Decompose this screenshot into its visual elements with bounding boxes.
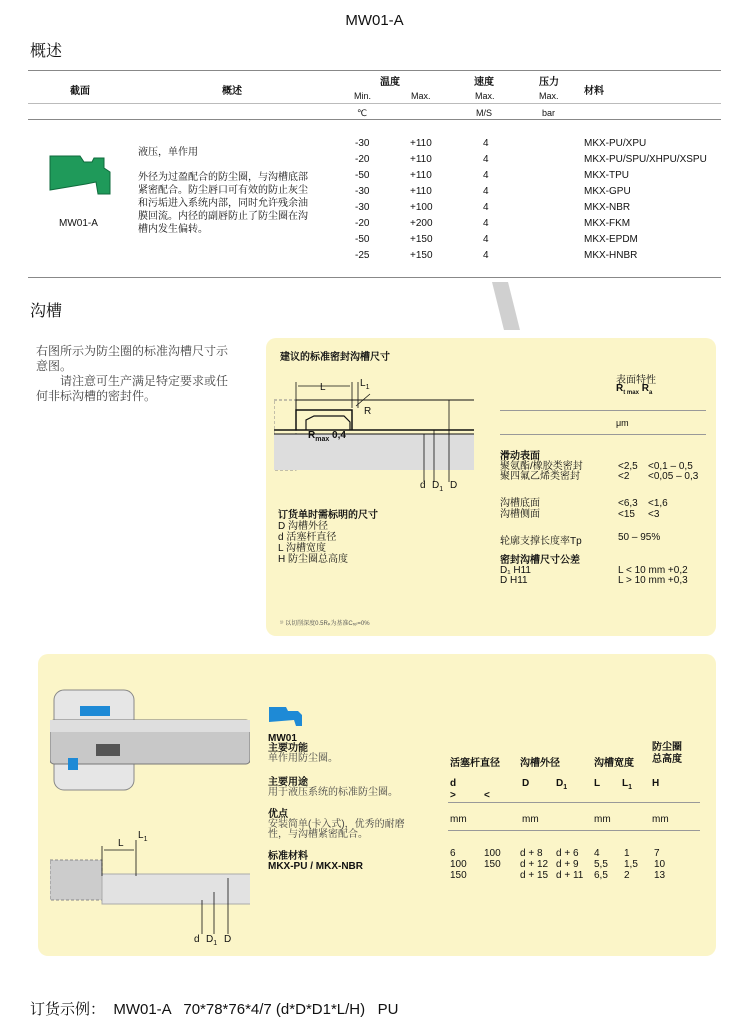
sym-H: H [652, 778, 660, 789]
unit-mm-2: mm [522, 814, 539, 825]
col-material: MKX-PU/XPU MKX-PU/SPU/XHPU/XSPU MKX-TPU MKX-GPU MKX-NBR MKX-FKM MKX-EPDM MKX-HNBR [584, 138, 707, 261]
mw01-profile-icon [268, 704, 304, 728]
col-temp-max: +110 +110 +110 +110 +100 +200 +150 +150 [410, 138, 433, 261]
tp-value: 50 – 95% [618, 532, 661, 543]
divider [448, 830, 700, 831]
section-overview-heading: 概述 [30, 43, 63, 60]
drawing-label-L: L [320, 382, 326, 393]
desc-line: 和污垢进入系统内部，同时允许残余油 [138, 198, 308, 209]
drawing-label-R: R [364, 406, 372, 417]
groove-drawing [274, 372, 474, 502]
subheader-pressure-max: Max. [539, 91, 559, 101]
product-info: MW01 主要功能 单作用防尘圈。 主要用途 用于液压系统的标准防尘圈。 优点 安装简单(卡入式)，优秀的耐磨 性，与沟槽紧密配合。 标准材料 MKX-PU / MKX-NBR [268, 733, 405, 872]
col-D1: d + 6 d + 9 d + 11 [556, 848, 584, 881]
dim-label-L1: $L_1$ [138, 830, 148, 843]
col-L: 4 5,5 6,5 [594, 848, 608, 881]
static-surface-labels: 沟槽底面 沟槽侧面 [500, 498, 540, 520]
col-header-groove-od: 沟槽外径 [520, 758, 560, 769]
tolerance-block: 密封沟槽尺寸公差 D₁ H11 D H11 [500, 555, 580, 586]
dim-label-D1: $D_1$ [206, 934, 218, 947]
tolerance-values: L < 10 mm +0,2 L > 10 mm +0,3 [618, 565, 688, 586]
surface-unit: μm [616, 418, 629, 428]
static-rt-values: <6,3 <15 [618, 498, 638, 520]
sliding-ra-values: <0,1 – 0,5 <0,05 – 0,3 [648, 461, 699, 482]
header-speed: 速度 [474, 77, 494, 88]
desc-line: 膜回流。内径的副唇防止了防尘圈在沟 [138, 211, 308, 222]
sym-D: D [522, 778, 530, 789]
desc-line: 外径为过盈配合的防尘圈，与沟槽底部 [138, 172, 308, 183]
mw01-product-panel [38, 654, 716, 956]
watermark-stroke [492, 282, 520, 330]
header-pressure: 压力 [539, 77, 559, 88]
desc-line: 紧密配合。防尘唇口可有效的防止灰尘 [138, 185, 308, 196]
drawing-label-rmax: $R_{max}$ 0,4 [308, 430, 346, 443]
dimension-drawing [50, 830, 250, 940]
col-speed: 4 4 4 4 4 4 4 4 [483, 138, 489, 261]
panel1-title: 建议的标准密封沟槽尺寸 [280, 352, 390, 363]
col-header-rod: 活塞杆直径 [450, 758, 500, 769]
col-temp-min: -30 -20 -50 -30 -30 -20 -50 -25 [355, 138, 370, 261]
sym-D1: $D_1$ [556, 778, 568, 791]
col-L1: 1 1,5 2 [624, 848, 638, 881]
subheader-temp-max: Max. [411, 91, 431, 101]
sym-L1: $L_1$ [622, 778, 633, 791]
surface-title: 表面特性 [616, 375, 656, 386]
unit-mm-1: mm [450, 814, 467, 825]
subheader-temp-min: Min. [354, 91, 372, 101]
page-title: MW01-A [345, 12, 404, 29]
dim-label-L: L [118, 838, 124, 849]
subheader-speed-max: Max. [475, 91, 495, 101]
groove-description: 右图所示为防尘圈的标准沟槽尺寸示 意图。 请注意可生产满足特定要求或任 何非标沟槽的密封件。 [36, 344, 229, 403]
sym-d: d [450, 778, 457, 789]
sliding-surface-block: 滑动表面 聚氨酯/橡胶类密封 聚四氟乙烯类密封 [500, 451, 583, 482]
profile-label: MW01-A [59, 218, 98, 229]
header-section: 截面 [70, 86, 90, 97]
drawing-label-D1: $D_1$ [432, 480, 444, 493]
unit-mm-3: mm [594, 814, 611, 825]
unit-mm-4: mm [652, 814, 669, 825]
col-d-to: 100 150 [484, 848, 501, 870]
header-material: 材料 [584, 86, 604, 97]
header-overview: 概述 [222, 86, 242, 97]
order-dimensions: 订货单时需标明的尺寸 D 沟槽外径 d 活塞杆直径 L 沟槽宽度 H 防尘圈总高度 [278, 510, 378, 565]
groove-dimension-panel [266, 338, 716, 636]
drawing-label-L1: $L_1$ [360, 378, 370, 391]
col-H: 7 10 13 [654, 848, 666, 881]
sliding-rt-values: <2,5 <2 [618, 461, 638, 482]
unit-pressure: bar [542, 108, 556, 118]
profile-description [138, 146, 308, 236]
static-ra-values: <1,6 <3 [648, 498, 668, 520]
dim-label-D: D [224, 934, 232, 945]
sym-L: L [594, 778, 601, 789]
desc-line: 液压，单作用 [138, 147, 198, 158]
drawing-label-D: D [450, 480, 458, 491]
desc-line: 槽内发生偏转。 [138, 224, 208, 235]
divider [500, 434, 706, 435]
divider [448, 802, 700, 803]
col-d-from: 6 100 150 [450, 848, 467, 881]
sym-lt: < [484, 790, 490, 801]
divider [500, 410, 706, 411]
col-header-height: 防尘圈 总高度 [652, 742, 682, 765]
col-D: d + 8 d + 12 d + 15 [520, 848, 549, 881]
header-temp: 温度 [380, 77, 400, 88]
unit-temp: ℃ [357, 108, 368, 118]
sym-gt: > [450, 790, 456, 801]
order-example: 订货示例： MW01-A 70*78*76*4/7 (d*D*D1*L/H) PU [30, 1001, 399, 1018]
seal-profile-image [46, 154, 114, 196]
panel1-footnote: ¹⁾ 以切削深度0.5Rₚ为基准Cᵣₑₗ=0% [280, 621, 370, 627]
surface-symbols: $R_{t max}$ $R_a$ [616, 383, 653, 396]
drawing-label-d: d [420, 480, 426, 491]
unit-speed: M/S [476, 108, 493, 118]
col-header-groove-width: 沟槽宽度 [594, 758, 634, 769]
assembly-drawing [50, 684, 250, 794]
dim-label-d: d [194, 934, 200, 945]
tp-label: 轮廓支撑长度率Tp [500, 536, 582, 547]
section-groove-heading: 沟槽 [30, 303, 63, 320]
